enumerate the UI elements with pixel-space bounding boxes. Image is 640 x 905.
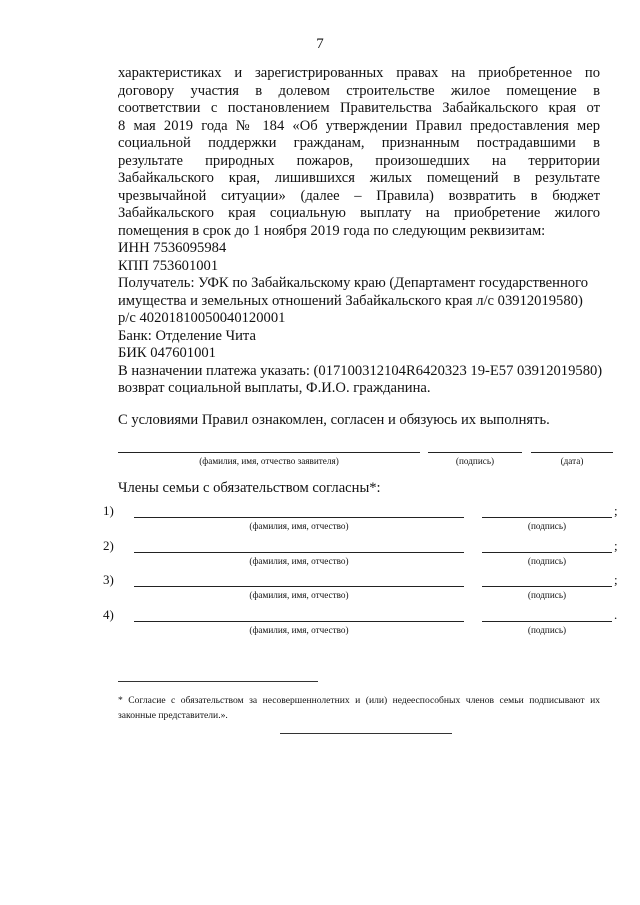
member-name-caption: (фамилия, имя, отчество)	[249, 590, 349, 600]
body-line: результате природных пожаров, произошедших на территории	[118, 152, 600, 169]
member-name-caption: (фамилия, имя, отчество)	[249, 521, 349, 531]
member-signature-caption: (подпись)	[527, 590, 567, 600]
bik-line: БИК 047601001	[118, 345, 216, 361]
member-number: 3)	[103, 572, 114, 587]
body-line: договору участия в долевом строительстве жилое помещение в	[118, 82, 600, 99]
applicant-name-caption: (фамилия, имя, отчество заявителя)	[199, 456, 339, 466]
footnote: * Согласие с обязательством за несовершеннолетних и (или) недееспособных членов семьи подписывают их законные представители.».	[118, 695, 600, 721]
applicant-date-caption: (дата)	[560, 456, 584, 466]
applicant-signature-line[interactable]	[428, 452, 522, 453]
account-line: р/с 40201810050040120001	[118, 310, 286, 326]
body-line: чрезвычайной ситуации» (далее – Правила) возвратить в бюджет	[118, 187, 600, 204]
bank-line: Банк: Отделение Чита	[118, 327, 256, 344]
member-signature-caption: (подпись)	[527, 521, 567, 531]
body-line: характеристиках и зарегистрированных правах на приобретенное по	[118, 65, 600, 81]
body-text	[118, 65, 603, 398]
member-signature-caption: (подпись)	[527, 625, 567, 635]
body-line: Забайкальского края социальную выплату на приобретение жилого	[118, 205, 600, 221]
body-line: 8 мая 2019 года № 184 «Об утверждении Правил предоставления мер	[118, 117, 600, 134]
end-divider	[280, 733, 452, 734]
member-end-mark: ;	[614, 503, 618, 518]
footnote-divider	[118, 681, 318, 682]
page-number: 7	[316, 36, 324, 52]
member-signature-line[interactable]	[482, 517, 612, 518]
member-signature-caption: (подпись)	[527, 556, 567, 566]
member-signature-line[interactable]	[482, 586, 612, 587]
recipient-line: Получатель: УФК по Забайкальскому краю (Департамент государственного	[118, 275, 588, 291]
applicant-name-line[interactable]	[118, 452, 420, 453]
payment-purpose-line: возврат социальной выплаты, Ф.И.О. гражданина.	[118, 380, 431, 396]
applicant-signature-caption: (подпись)	[455, 456, 495, 466]
member-name-line[interactable]	[134, 517, 464, 518]
body-line: социальной поддержки гражданам, признанным пострадавшими в	[118, 135, 600, 151]
member-number: 1)	[103, 503, 114, 518]
inn-line: ИНН 7536095984	[118, 240, 227, 256]
member-number: 2)	[103, 538, 114, 553]
member-name-caption: (фамилия, имя, отчество)	[249, 625, 349, 635]
agreement-statement: С условиями Правил ознакомлен, согласен и обязуюсь их выполнять.	[118, 412, 550, 428]
applicant-date-line[interactable]	[531, 452, 613, 453]
body-line: Забайкальского края, лишившихся жилых помещений в результате	[118, 170, 600, 186]
body-line: помещения в срок до 1 ноября 2019 года по следующим реквизитам:	[118, 222, 546, 239]
member-signature-line[interactable]	[482, 552, 612, 553]
member-name-caption: (фамилия, имя, отчество)	[249, 556, 349, 566]
member-end-mark: ;	[614, 538, 618, 553]
recipient-line: имущества и земельных отношений Забайкальского края л/с 03912019580)	[118, 292, 583, 309]
member-end-mark: ;	[614, 572, 618, 587]
member-end-mark: .	[614, 607, 618, 622]
member-name-line[interactable]	[134, 586, 464, 587]
member-signature-line[interactable]	[482, 621, 612, 622]
kpp-line: КПП 753601001	[118, 257, 219, 274]
member-name-line[interactable]	[134, 552, 464, 553]
body-line: соответствии с постановлением Правительства Забайкальского края от	[118, 100, 600, 116]
member-name-line[interactable]	[134, 621, 464, 622]
members-heading: Члены семьи с обязательством согласны*:	[118, 480, 381, 496]
member-number: 4)	[103, 607, 114, 622]
payment-purpose-line: В назначении платежа указать: (017100312104R6420323 19-Е57 03912019580)	[118, 362, 603, 379]
